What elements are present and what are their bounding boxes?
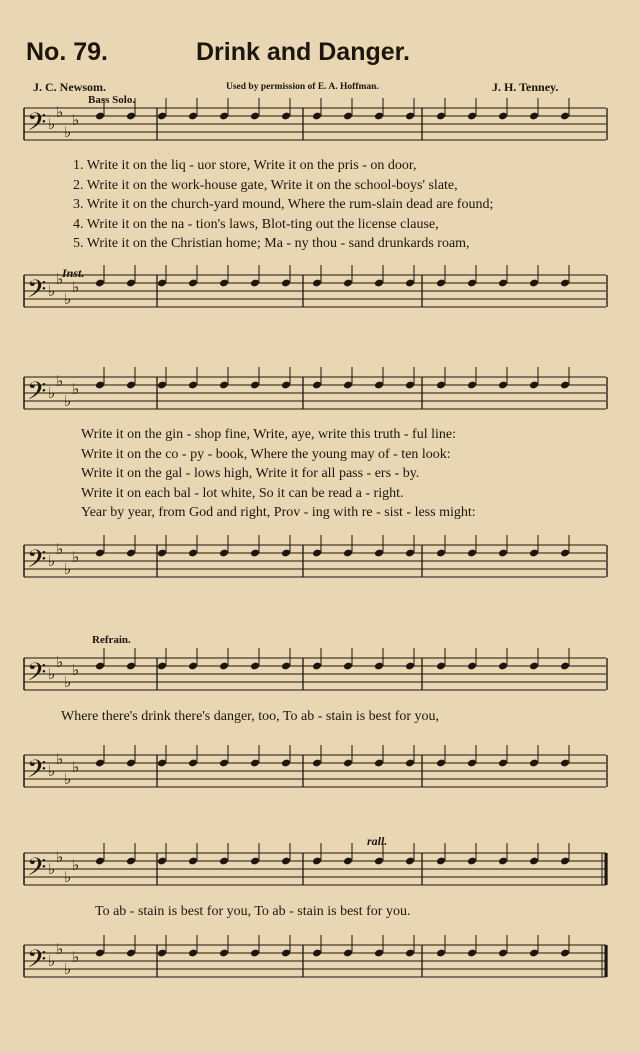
bass-clef: 𝄢: [27, 755, 47, 790]
flat-sign: ♭: [48, 384, 56, 402]
verse-1-line-2: Write it on the gin - shop fine, Write, aye, write this truth - ful line:: [81, 427, 456, 442]
verse-4-line-1: 4. Write it on the na - tion's laws, Blot-ting out the license clause,: [73, 217, 439, 232]
flat-sign: ♭: [64, 392, 72, 410]
staff-system-3-voice: [0, 648, 640, 708]
flat-sign: ♭: [56, 270, 64, 288]
verse-2-line-1: 2. Write it on the work-house gate, Write it on the school-boys' slate,: [73, 178, 458, 193]
flat-sign: ♭: [48, 115, 56, 133]
bass-clef: 𝄢: [27, 108, 47, 143]
rall-marking: rall.: [367, 834, 388, 848]
flat-sign: ♭: [64, 868, 72, 886]
flat-sign: ♭: [72, 661, 80, 679]
staff-system-1-inst: [0, 265, 640, 345]
bass-solo-marking: Bass Solo.: [88, 94, 136, 106]
verse-3-line-1: 3. Write it on the church-yard mound, Where the rum-slain dead are found;: [73, 197, 494, 212]
bass-clef: 𝄢: [27, 853, 47, 888]
flat-sign: ♭: [48, 952, 56, 970]
verse-4-line-2: Write it on each bal - lot white, So it can be read a - right.: [81, 486, 404, 501]
staff-system-3-inst: [0, 745, 640, 825]
inst-marking: Inst.: [62, 266, 85, 280]
verse-2-line-2: Write it on the co - py - book, Where the young may of - ten look:: [81, 447, 451, 462]
author-credit: J. C. Newsom.: [33, 80, 106, 94]
staff-system-2-voice: [0, 367, 640, 427]
staff-system-1-voice: [0, 98, 640, 158]
flat-sign: ♭: [72, 948, 80, 966]
refrain-line-1: Where there's drink there's danger, too, To ab - stain is best for you,: [61, 709, 440, 724]
bass-clef: 𝄢: [27, 658, 47, 693]
flat-sign: ♭: [56, 848, 64, 866]
hymn-title: Drink and Danger.: [196, 38, 410, 66]
refrain-line-2: To ab - stain is best for you, To ab - stain is best for you.: [95, 904, 411, 919]
flat-sign: ♭: [72, 548, 80, 566]
flat-sign: ♭: [64, 770, 72, 788]
bass-clef: 𝄢: [27, 377, 47, 412]
flat-sign: ♭: [56, 372, 64, 390]
bass-clef: 𝄢: [27, 545, 47, 580]
staff-system-4-voice: [0, 843, 640, 903]
flat-sign: ♭: [56, 653, 64, 671]
flat-sign: ♭: [48, 665, 56, 683]
flat-sign: ♭: [64, 960, 72, 978]
permission-credit: Used by permission of E. A. Hoffman.: [226, 82, 379, 92]
verse-1-line-1: 1. Write it on the liq - uor store, Write it on the pris - on door,: [73, 158, 417, 173]
flat-sign: ♭: [56, 103, 64, 121]
verse-3-line-2: Write it on the gal - lows high, Write it for all pass - ers - by.: [81, 466, 420, 481]
refrain-marking: Refrain.: [92, 634, 131, 646]
flat-sign: ♭: [56, 540, 64, 558]
flat-sign: ♭: [64, 123, 72, 141]
hymn-number: No. 79.: [26, 38, 108, 66]
flat-sign: ♭: [72, 758, 80, 776]
flat-sign: ♭: [48, 860, 56, 878]
staff-system-2-inst: [0, 535, 640, 625]
flat-sign: ♭: [48, 762, 56, 780]
flat-sign: ♭: [64, 673, 72, 691]
flat-sign: ♭: [64, 560, 72, 578]
flat-sign: ♭: [72, 111, 80, 129]
flat-sign: ♭: [72, 380, 80, 398]
verse-5-line-2: Year by year, from God and right, Prov - ing with re - sist - less might:: [81, 505, 476, 520]
flat-sign: ♭: [56, 940, 64, 958]
bass-clef: 𝄢: [27, 945, 47, 980]
flat-sign: ♭: [48, 282, 56, 300]
verse-5-line-1: 5. Write it on the Christian home; Ma - ny thou - sand drunkards roam,: [73, 236, 470, 251]
flat-sign: ♭: [72, 856, 80, 874]
flat-sign: ♭: [72, 278, 80, 296]
flat-sign: ♭: [56, 750, 64, 768]
flat-sign: ♭: [48, 552, 56, 570]
flat-sign: ♭: [64, 290, 72, 308]
bass-clef: 𝄢: [27, 275, 47, 310]
composer-credit: J. H. Tenney.: [492, 80, 559, 94]
staff-system-4-inst: [0, 935, 640, 1035]
